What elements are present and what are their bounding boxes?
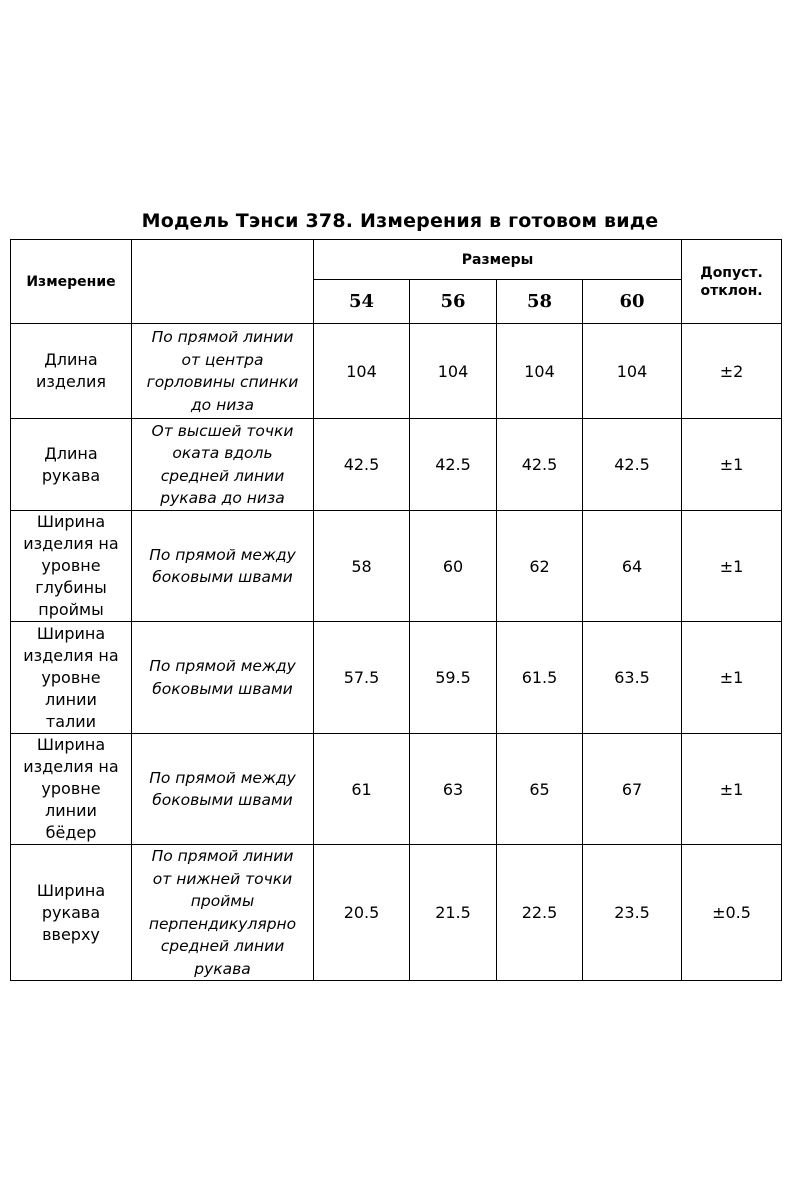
measurement-method-line: боковыми швами: [152, 679, 293, 698]
measurement-method-line: перпендикулярно: [148, 914, 297, 933]
size-54-header: 54: [314, 280, 410, 324]
size-value-54: 57.5: [314, 622, 410, 734]
measurement-method-line: от центра: [181, 350, 264, 369]
measurement-method-line: средней линии: [160, 937, 285, 955]
measurement-name-line: Длина: [44, 350, 98, 369]
measurement-name: [11, 511, 132, 622]
measurement-method: [132, 324, 314, 419]
measurement-name: [11, 734, 132, 845]
size-value-58: 104: [497, 324, 583, 419]
measurement-method-line: рукава: [194, 959, 251, 978]
measurement-method: [132, 734, 314, 845]
measurement-name-line: бёдер: [45, 823, 97, 842]
header-tolerance-line: отклон.: [700, 282, 763, 299]
header-tolerance: [682, 240, 782, 324]
table-row: [11, 622, 782, 734]
measurement-name-line: рукава: [41, 902, 101, 922]
table-row: [11, 845, 782, 981]
measurement-method-line: средней линии: [160, 466, 285, 485]
size-value-60: 104: [583, 324, 682, 419]
measurement-name-line: проймы: [38, 600, 104, 619]
measurements-table: [10, 239, 782, 981]
size-value-58: 42.5: [497, 419, 583, 511]
measurement-name-line: изделия на: [23, 534, 119, 553]
measurement-name: [11, 324, 132, 419]
measurement-name-line: линии: [45, 801, 97, 820]
header-row-top: [11, 240, 782, 280]
measurement-method-line: По прямой между: [149, 768, 296, 787]
size-value-60: 63.5: [583, 622, 682, 734]
header-measurement: Измерение: [11, 240, 132, 324]
table-row: [11, 511, 782, 622]
measurement-method-line: горловины спинки: [146, 373, 299, 391]
measurement-name-line: рукава: [41, 465, 101, 485]
measurement-name: [11, 845, 132, 981]
size-value-60: 42.5: [583, 419, 682, 511]
measurement-method: [132, 511, 314, 622]
size-58-header: 58: [497, 280, 583, 324]
table-row: [11, 419, 782, 511]
measurement-method-line: От высшей точки: [151, 421, 294, 440]
measurement-method-line: до низа: [190, 395, 255, 414]
measurement-method-line: боковыми швами: [152, 791, 293, 809]
size-value-56: 59.5: [410, 622, 497, 734]
measurement-name-line: Длина: [44, 443, 98, 463]
size-value-56: 104: [410, 324, 497, 419]
tolerance-value: ±1: [682, 511, 782, 622]
size-value-58: 61.5: [497, 622, 583, 734]
size-value-56: 63: [410, 734, 497, 845]
measurement-name-line: Ширина: [36, 735, 106, 754]
size-value-54: 104: [314, 324, 410, 419]
measurement-method-line: По прямой между: [149, 545, 296, 564]
size-value-60: 67: [583, 734, 682, 845]
tolerance-value: ±1: [682, 734, 782, 845]
measurement-method-line: По прямой линии: [151, 847, 294, 865]
measurement-method-line: от нижней точки: [152, 869, 293, 888]
measurement-name-line: изделия: [35, 372, 107, 391]
measurement-name-line: уровне: [41, 667, 101, 687]
measurement-name: [11, 419, 132, 511]
measurement-name-line: глубины: [35, 578, 107, 597]
measurement-name-line: Ширина: [36, 880, 106, 900]
page-title: Модель Тэнси 378. Измерения в готовом виде: [141, 210, 659, 232]
measurement-method-line: По прямой между: [149, 657, 296, 675]
size-56-header: 56: [410, 280, 497, 324]
size-value-54: 58: [314, 511, 410, 622]
table-row: [11, 324, 782, 419]
header-tolerance-line: Допуст.: [700, 264, 763, 281]
size-value-54: 61: [314, 734, 410, 845]
tolerance-value: ±1: [682, 622, 782, 734]
measurement-method-line: рукава до низа: [160, 489, 285, 507]
size-value-56: 42.5: [410, 419, 497, 511]
size-value-54: 42.5: [314, 419, 410, 511]
measurement-name-line: уровне: [41, 779, 101, 798]
size-value-58: 22.5: [497, 845, 583, 981]
measurement-method: [132, 419, 314, 511]
measurement-name-line: линии: [45, 689, 97, 709]
measurement-name: [11, 622, 132, 734]
size-value-58: 62: [497, 511, 583, 622]
header-sizes-group: Размеры: [314, 240, 682, 280]
measurement-method-line: оката вдоль: [172, 444, 273, 462]
tolerance-value: ±1: [682, 419, 782, 511]
measurement-name-line: вверху: [42, 924, 100, 944]
tolerance-value: ±2: [682, 324, 782, 419]
size-value-58: 65: [497, 734, 583, 845]
measurement-method-line: По прямой линии: [151, 328, 294, 346]
measurement-name-line: Ширина: [36, 512, 106, 531]
measurement-name-line: талии: [45, 711, 97, 731]
measurement-name-line: изделия на: [23, 757, 119, 776]
size-60-header: 60: [583, 280, 682, 324]
size-value-60: 64: [583, 511, 682, 622]
size-value-56: 21.5: [410, 845, 497, 981]
measurement-name-line: изделия на: [23, 645, 119, 665]
size-value-60: 23.5: [583, 845, 682, 981]
tolerance-value: ±0.5: [682, 845, 782, 981]
table-row: [11, 734, 782, 845]
measurement-method: [132, 622, 314, 734]
measurement-name-line: Ширина: [36, 623, 106, 643]
measurement-method: [132, 845, 314, 981]
measurement-name-line: уровне: [41, 556, 101, 575]
size-value-54: 20.5: [314, 845, 410, 981]
size-value-56: 60: [410, 511, 497, 622]
header-method-blank: [132, 240, 314, 324]
measurement-method-line: боковыми швами: [152, 568, 293, 586]
measurement-method-line: проймы: [190, 892, 255, 910]
